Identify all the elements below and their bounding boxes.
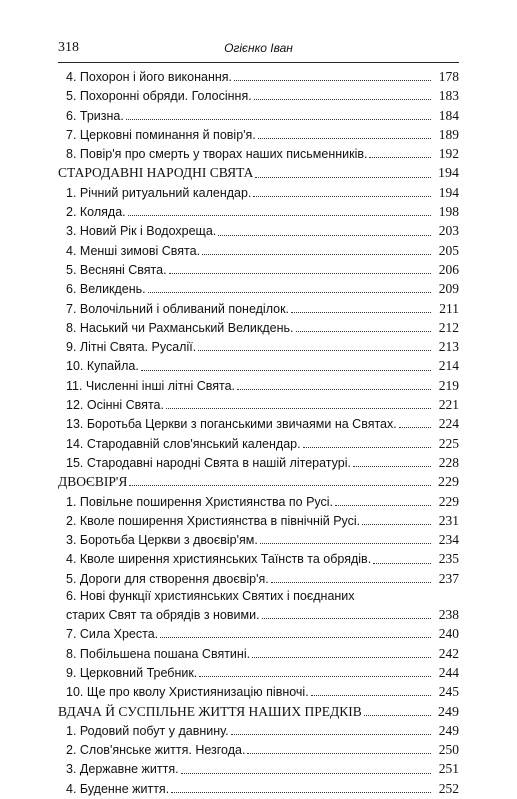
toc-entry-title: 15. Стародавні народні Свята в нашій літературі. [66, 455, 351, 470]
dot-leader [166, 408, 431, 409]
toc-entry-title: 12. Осінні Свята. [66, 398, 164, 413]
toc-entry-title: 7. Волочільний і обливаний понеділок. [66, 301, 290, 316]
toc-entry [58, 356, 459, 375]
toc-entry-page: 240 [438, 626, 459, 642]
toc-entry-title: 13. Боротьба Церкви з поганськими звичаями на Святах. [66, 417, 397, 432]
dot-leader [253, 196, 431, 197]
toc-entry [58, 86, 459, 105]
toc-entry [58, 549, 459, 568]
dot-leader [231, 734, 431, 735]
toc-entry-title: 2. Слов'янське життя. Незгода. [66, 743, 246, 758]
toc-entry-title: ВДАЧА Й СУСПІЛЬНЕ ЖИТТЯ НАШИХ ПРЕДКІВ [58, 703, 362, 719]
dot-leader [369, 157, 431, 158]
dot-leader [128, 215, 431, 216]
toc-entry [58, 682, 459, 701]
toc-entry [58, 721, 459, 740]
toc-section [58, 702, 459, 721]
toc-entry-title: 10. Купайла. [66, 359, 139, 374]
table-of-contents [58, 67, 459, 798]
toc-entry-page: 189 [438, 126, 459, 142]
toc-entry-title: 3. Новий Рік і Водохреща. [66, 224, 217, 239]
toc-entry [58, 67, 459, 86]
dot-leader [148, 292, 431, 293]
dot-leader [234, 80, 431, 81]
toc-section [58, 163, 459, 182]
toc-entry [58, 530, 459, 549]
toc-entry-page: 214 [438, 358, 459, 374]
toc-entry-title: 6. Великдень. [66, 282, 146, 297]
toc-entry-title: ДВОЄВІР'Я [58, 474, 128, 490]
dot-leader [271, 582, 431, 583]
toc-entry-title: 8. Повір'я про смерть у творах наших письменників. [66, 147, 368, 162]
toc-entry [58, 241, 459, 260]
dot-leader [260, 543, 431, 544]
toc-entry [58, 183, 459, 202]
running-head: Огієнко Іван [224, 41, 293, 55]
toc-entry [58, 605, 459, 624]
toc-entry [58, 779, 459, 798]
dot-leader [141, 370, 431, 371]
dot-leader [202, 254, 431, 255]
toc-entry-page: 224 [438, 416, 459, 432]
toc-entry-title: 7. Сила Хреста. [66, 627, 159, 642]
toc-entry-title: 9. Літні Свята. Русалії. [66, 340, 197, 355]
dot-leader [399, 427, 431, 428]
toc-entry [58, 106, 459, 125]
toc-section [58, 472, 459, 491]
toc-entry-title: СТАРОДАВНІ НАРОДНІ СВЯТА [58, 165, 254, 181]
toc-entry-title: 9. Церковний Требник. [66, 665, 198, 680]
toc-entry-page: 229 [438, 493, 459, 509]
toc-entry [58, 144, 459, 163]
toc-entry-page: 211 [439, 300, 459, 316]
toc-entry-title: 2. Кволе поширення Християнства в північній Русі. [66, 513, 361, 528]
toc-entry-title: 1. Річний ритуальний календар. [66, 185, 252, 200]
toc-entry-page: 244 [438, 664, 459, 680]
toc-entry-title: 10. Ще про кволу Християнизацію півночі. [66, 685, 309, 700]
toc-entry-page: 249 [438, 722, 459, 738]
toc-entry [58, 279, 459, 298]
dot-leader [254, 99, 431, 100]
toc-entry-page: 235 [438, 551, 459, 567]
toc-entry-page: 219 [438, 377, 459, 393]
toc-entry-title: 6. Нові функції християнських Святих і поєднаних [66, 589, 355, 604]
toc-entry-page: 209 [438, 281, 459, 297]
toc-entry-page: 192 [438, 146, 459, 162]
toc-entry-title: 5. Весняні Свята. [66, 262, 167, 277]
dot-leader [126, 119, 431, 120]
toc-entry-title: 4. Кволе ширення християнських Таїнств та обрядів. [66, 552, 372, 567]
toc-entry-page: 228 [438, 454, 459, 470]
toc-entry [58, 395, 459, 414]
toc-entry [58, 434, 459, 453]
page-number: 318 [58, 40, 79, 55]
toc-entry-page: 229 [438, 475, 459, 491]
toc-entry [58, 376, 459, 395]
toc-entry-page: 213 [438, 339, 459, 355]
dot-leader [311, 695, 431, 696]
dot-leader [373, 563, 431, 564]
toc-entry [58, 318, 459, 337]
toc-entry-page: 203 [438, 223, 459, 239]
toc-entry-page: 178 [438, 69, 459, 84]
dot-leader [171, 792, 431, 793]
toc-entry-page: 252 [438, 780, 459, 796]
dot-leader [218, 235, 431, 236]
toc-entry-page: 237 [438, 570, 459, 586]
toc-entry-title: 14. Стародавній слов'янський календар. [66, 436, 301, 451]
toc-entry-title: 2. Коляда. [66, 205, 126, 220]
dot-leader [353, 466, 431, 467]
toc-entry [58, 663, 459, 682]
toc-entry-title: 8. Наський чи Рахманський Великдень. [66, 320, 294, 335]
dot-leader [262, 618, 431, 619]
toc-entry [58, 644, 459, 663]
toc-entry-page: 238 [438, 607, 459, 623]
header-rule [58, 62, 459, 63]
dot-leader [362, 524, 431, 525]
toc-entry [58, 337, 459, 356]
toc-entry-title: 5. Дороги для створення двоєвір'я. [66, 571, 269, 586]
dot-leader [237, 389, 431, 390]
toc-entry-title: старих Свят та обрядів з новими. [66, 608, 260, 623]
dot-leader [129, 485, 431, 486]
page-header [58, 40, 459, 60]
toc-entry-page: 183 [438, 88, 459, 104]
toc-entry [58, 453, 459, 472]
toc-entry-page: 225 [438, 435, 459, 451]
dot-leader [364, 715, 431, 716]
toc-entry-title: 4. Буденне життя. [66, 781, 170, 796]
toc-entry-page: 184 [438, 107, 459, 123]
toc-entry [58, 759, 459, 778]
dot-leader [255, 177, 431, 178]
toc-entry [58, 569, 459, 588]
toc-entry-page: 251 [438, 761, 459, 777]
toc-entry-title: 11. Численні інші літні Свята. [66, 378, 236, 393]
toc-entry-title: 8. Побільшена пошана Святині. [66, 646, 251, 661]
dot-leader [169, 273, 431, 274]
toc-entry-title: 3. Державне життя. [66, 762, 179, 777]
toc-entry [58, 624, 459, 643]
toc-entry-page: 198 [438, 204, 459, 220]
toc-entry-page: 242 [438, 645, 459, 661]
toc-entry-title: 1. Родовий побут у давнину. [66, 723, 229, 738]
toc-entry [58, 740, 459, 759]
dot-leader [252, 657, 431, 658]
toc-entry-page: 194 [438, 166, 459, 182]
toc-entry-page: 194 [438, 184, 459, 200]
toc-entry-page: 206 [438, 261, 459, 277]
toc-entry-page: 250 [438, 742, 459, 758]
toc-entry-page: 234 [438, 532, 459, 548]
toc-entry [58, 588, 459, 605]
dot-leader [160, 637, 431, 638]
toc-entry-title: 5. Похоронні обряди. Голосіння. [66, 89, 252, 104]
toc-entry-page: 205 [438, 242, 459, 258]
toc-entry-title: 6. Тризна. [66, 108, 124, 123]
toc-entry [58, 299, 459, 318]
toc-entry-title: 3. Боротьба Церкви з двоєвір'ям. [66, 533, 258, 548]
toc-entry-title: 7. Церковні поминання й повір'я. [66, 127, 256, 142]
toc-entry [58, 414, 459, 433]
toc-entry [58, 221, 459, 240]
toc-entry-page: 221 [438, 397, 459, 413]
dot-leader [291, 312, 431, 313]
toc-entry-title: 4. Похорон і його виконання. [66, 70, 233, 84]
toc-entry [58, 202, 459, 221]
toc-entry [58, 260, 459, 279]
dot-leader [199, 676, 431, 677]
toc-entry-page: 231 [438, 512, 459, 528]
dot-leader [198, 350, 431, 351]
dot-leader [296, 331, 431, 332]
dot-leader [335, 505, 431, 506]
toc-entry-page: 212 [438, 319, 459, 335]
dot-leader [181, 773, 431, 774]
dot-leader [258, 138, 431, 139]
toc-entry-title: 4. Менші зимові Свята. [66, 243, 201, 258]
toc-entry [58, 511, 459, 530]
toc-entry-page: 245 [438, 684, 459, 700]
toc-entry-page: 249 [438, 704, 459, 720]
dot-leader [247, 753, 431, 754]
toc-entry [58, 492, 459, 511]
dot-leader [303, 447, 431, 448]
toc-entry-title: 1. Повільне поширення Християнства по Русі. [66, 494, 334, 509]
toc-entry [58, 125, 459, 144]
